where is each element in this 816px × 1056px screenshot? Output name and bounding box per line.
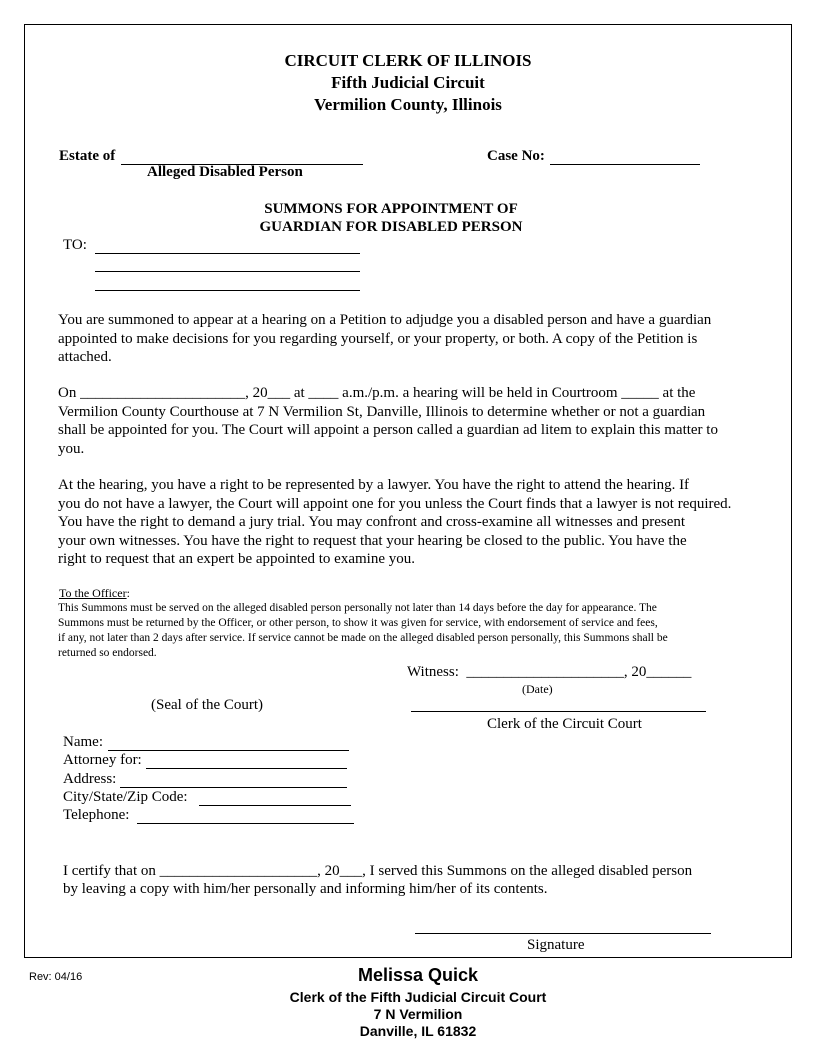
to-field-line2[interactable] xyxy=(95,271,360,272)
paragraph-line: you. xyxy=(58,440,85,457)
form-title-line1: SUMMONS FOR APPOINTMENT OF xyxy=(264,201,518,217)
at-label: at xyxy=(290,385,309,401)
certify-year-field[interactable]: ___ xyxy=(339,863,363,879)
hearing-time-field[interactable]: ____ xyxy=(308,385,339,401)
to-field-line1[interactable] xyxy=(95,253,360,254)
hearing-year-field[interactable]: ___ xyxy=(267,385,291,401)
county-title: Vermilion County, Illinois xyxy=(314,95,502,114)
paragraph-line: you do not have a lawyer, the Court will appoint one for you unless the Court finds that a lawyer is not required. xyxy=(58,495,732,512)
attorney-label: Attorney for: xyxy=(63,752,142,768)
witness-date-field[interactable]: _____________________ xyxy=(466,664,624,680)
hearing-ampm-text: a.m./p.m. a hearing will be held in Courtroom xyxy=(338,385,622,401)
paragraph-line: At the hearing, you have a right to be represented by a lawyer. You have the right to attend the hearing. If xyxy=(58,477,690,493)
case-number-label: Case No: xyxy=(487,148,545,164)
telephone-field[interactable] xyxy=(137,823,354,824)
server-signature-line[interactable] xyxy=(415,933,711,934)
courthouse-location: Vermilion County Courthouse at 7 N Vermilion St, Danville, Illinois xyxy=(58,403,469,420)
year-prefix: , 20 xyxy=(245,385,268,401)
clerk-office-title: Clerk of the Fifth Judicial Circuit Court xyxy=(289,989,547,1005)
attorney-field[interactable] xyxy=(146,768,347,769)
certify-prefix: I certify that on xyxy=(63,863,156,879)
paragraph-line: appointed to make decisions for you regarding yourself, or your property, or both. A copy of the Petition is xyxy=(58,330,698,347)
alleged-disabled-person-label: Alleged Disabled Person xyxy=(147,164,303,180)
office-street: 7 N Vermilion xyxy=(373,1006,463,1022)
paragraph-line: your own witnesses. You have the right to request that your hearing be closed to the public. You have the xyxy=(58,532,687,549)
estate-label: Estate of xyxy=(59,148,116,164)
officer-line: if any, not later than 2 days after service. If service cannot be made on the alleged disabled person personally, this Summons shall be xyxy=(58,632,668,644)
certify-year-prefix: , 20 xyxy=(317,863,340,879)
certify-line1 xyxy=(63,863,692,880)
hearing-purpose-text: to determine whether or not a guardian xyxy=(468,403,706,420)
hearing-date-field[interactable]: ______________________ xyxy=(80,385,246,401)
officer-line: This Summons must be served on the alleged disabled person personally not later than 14 days before the day for appearance. The xyxy=(58,602,657,614)
certify-date-field[interactable]: _____________________ xyxy=(159,863,318,879)
hearing-paragraph xyxy=(58,384,782,458)
officer-heading: To the Officer: xyxy=(59,586,130,600)
officer-line: Summons must be returned by the Officer, or other person, to show it was given for service, with endorsement of service and fees, xyxy=(58,617,658,629)
at-the-text: at the xyxy=(658,385,696,401)
paragraph-line: You are summoned to appear at a hearing on a Petition to adjudge you a disabled person and have a guardian xyxy=(58,312,712,328)
witness-year-prefix: , 20 xyxy=(623,664,647,680)
paragraph-line: attached. xyxy=(58,349,112,365)
revision-label: Rev: 04/16 xyxy=(29,971,83,983)
address-label: Address: xyxy=(63,771,117,787)
witness-label: Witness: xyxy=(407,664,459,680)
paragraph-line: shall be appointed for you. The Court will appoint a person called a guardian ad litem to explain this matter to xyxy=(58,422,718,438)
paragraph-line: You have the right to demand a jury trial. You may confront and cross-examine all witnesses and present xyxy=(58,514,686,530)
courtroom-field[interactable]: _____ xyxy=(621,385,659,401)
signature-caption: Signature xyxy=(527,937,585,953)
clerk-caption: Clerk of the Circuit Court xyxy=(487,716,642,732)
witness-line xyxy=(407,664,691,681)
form-title-line2: GUARDIAN FOR DISABLED PERSON xyxy=(259,219,523,235)
date-caption: (Date) xyxy=(522,682,553,696)
on-label: On xyxy=(58,385,77,401)
city-state-zip-field[interactable] xyxy=(199,805,351,806)
rights-paragraph xyxy=(58,476,782,569)
office-city: Danville, IL 61832 xyxy=(359,1023,477,1039)
city-state-zip-label: City/State/Zip Code: xyxy=(63,789,188,805)
court-seal-placeholder: (Seal of the Court) xyxy=(151,697,264,713)
circuit-title: Fifth Judicial Circuit xyxy=(331,73,485,92)
summons-paragraph xyxy=(58,311,782,367)
clerk-name: Melissa Quick xyxy=(357,965,479,985)
name-label: Name: xyxy=(63,734,103,750)
witness-year-field[interactable]: ______ xyxy=(646,664,692,680)
telephone-label: Telephone: xyxy=(63,807,130,823)
address-field[interactable] xyxy=(120,787,347,788)
case-number-field[interactable] xyxy=(550,164,700,165)
to-field-line3[interactable] xyxy=(95,290,360,291)
certify-text: , I served this Summons on the alleged disabled person xyxy=(362,863,693,879)
officer-instructions xyxy=(58,601,668,661)
paragraph-line: right to request that an expert be appointed to examine you. xyxy=(58,551,415,567)
clerk-signature-line[interactable] xyxy=(411,711,706,712)
officer-line: returned so endorsed. xyxy=(58,647,157,659)
name-field[interactable] xyxy=(108,750,349,751)
certify-line2: by leaving a copy with him/her personally and informing him/her of its contents. xyxy=(63,881,548,897)
court-title: CIRCUIT CLERK OF ILLINOIS xyxy=(284,51,532,70)
to-label: TO: xyxy=(63,237,87,253)
